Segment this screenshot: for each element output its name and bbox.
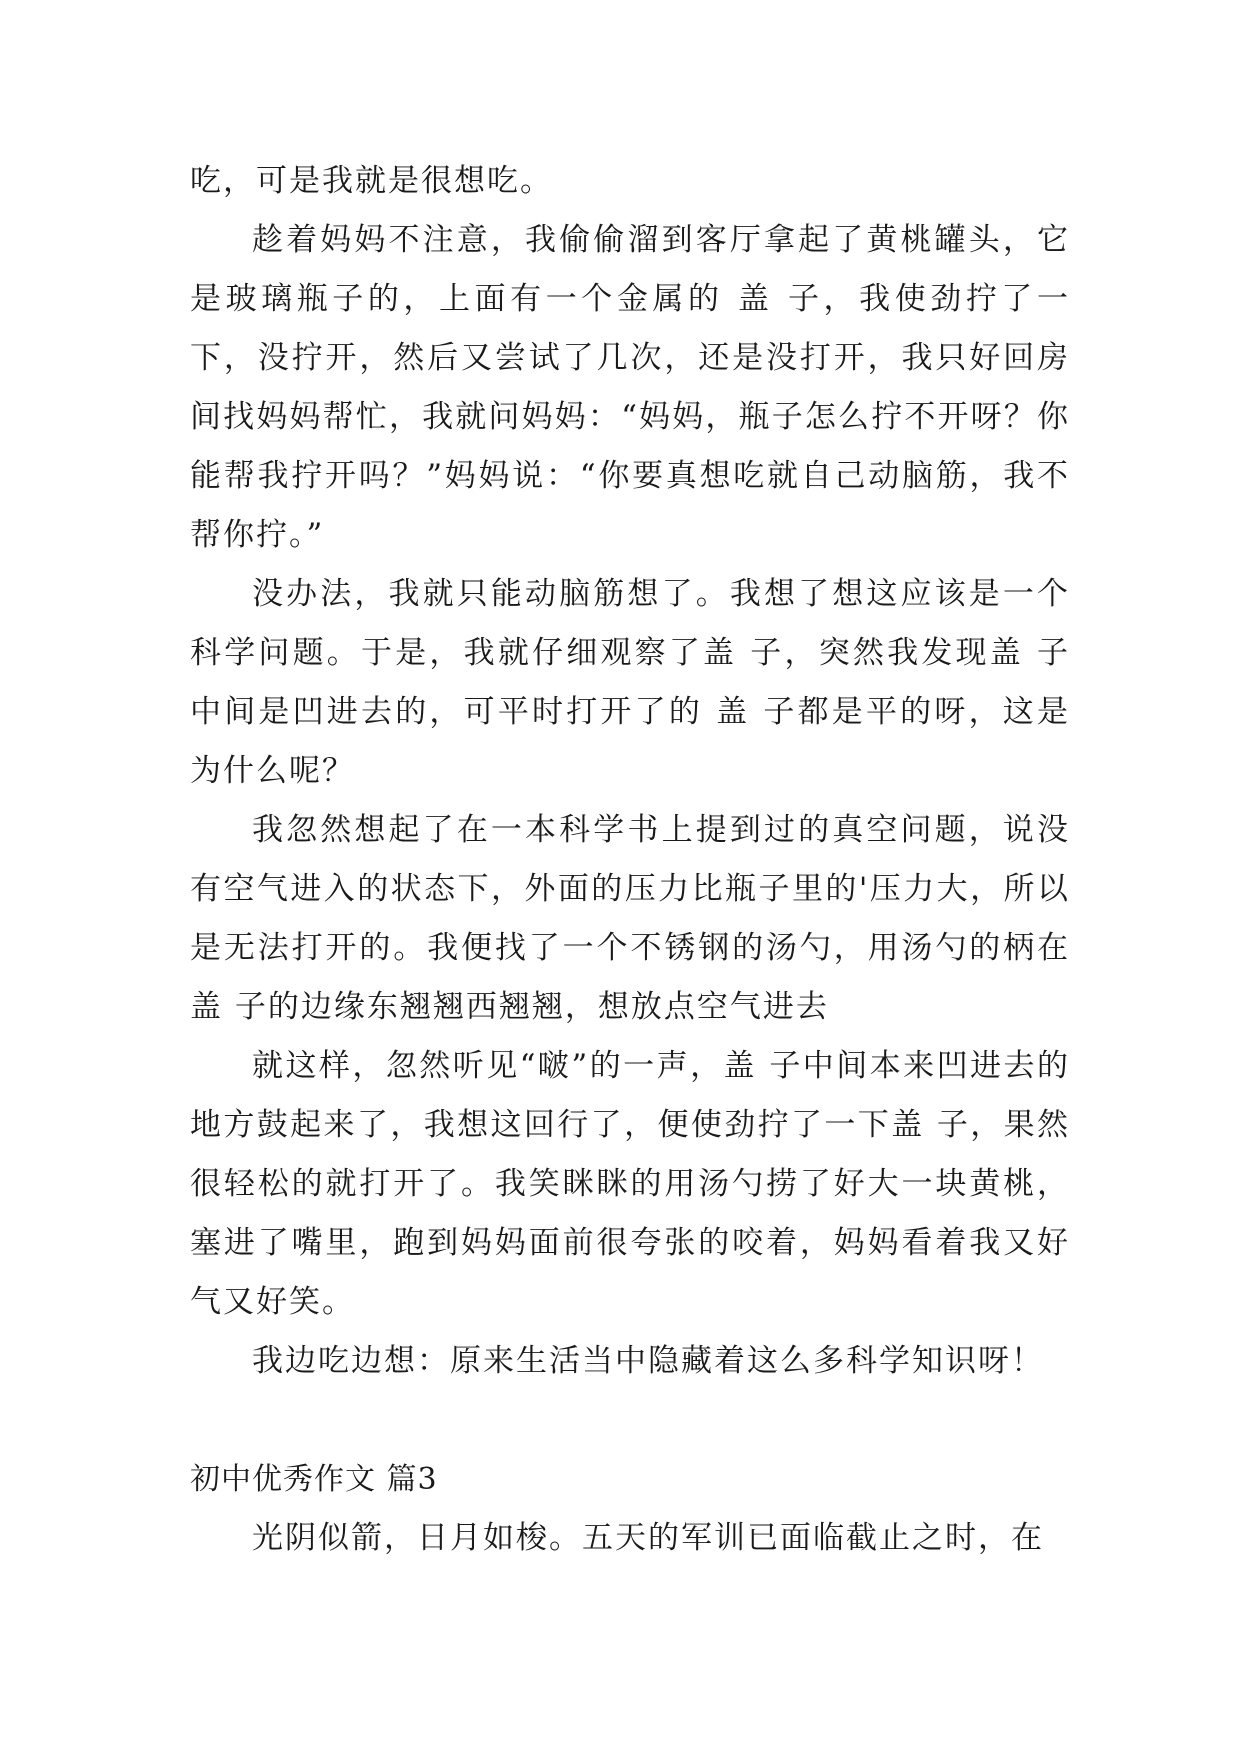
document-body — [190, 152, 1070, 1568]
section-heading: 初中优秀作文 篇3 — [190, 1462, 438, 1497]
section-spacer — [190, 1391, 1070, 1450]
paragraph-continuation: 吃，可是我就是很想吃。 — [190, 163, 553, 199]
paragraph-vacuum: 我忽然想起了在一本科学书上提到过的真空问题，说没有空气进入的状态下，外面的压力比瓶子里的'压力大，所以是无法打开的。我便找了一个不锈钢的汤勺，用汤勺的柄在盖 子的边缘东翘翘西翘翘，想放点空气进去 — [190, 812, 1070, 1025]
paragraph-opening-jar: 趁着妈妈不注意，我偷偷溜到客厅拿起了黄桃罐头，它是玻璃瓶子的，上面有一个金属的 盖 子，我使劲拧了一下，没拧开，然后又尝试了几次，还是没打开，我只好回房间找妈妈帮忙，我就问妈妈：“妈妈，瓶子怎么拧不开呀？你能帮我拧开吗？”妈妈说：“你要真想吃就自己动脑筋，我不帮你拧。” — [190, 222, 1070, 553]
paragraph-military-training: 光阴似箭，日月如梭。五天的军训已面临截止之时，在 — [252, 1520, 1044, 1556]
paragraph-success: 就这样，忽然听见“啵”的一声，盖 子中间本来凹进去的地方鼓起来了，我想这回行了，便使劲拧了一下盖 子，果然很轻松的就打开了。我笑眯眯的用汤勺捞了好大一块黄桃，塞进了嘴里，跑到妈妈面前很夸张的咬着，妈妈看着我又好气又好笑。 — [190, 1048, 1070, 1320]
paragraph-observe-lid: 没办法，我就只能动脑筋想了。我想了想这应该是一个科学问题。于是，我就仔细观察了盖 子，突然我发现盖 子中间是凹进去的，可平时打开了的 盖 子都是平的呀，这是为什么呢？ — [190, 576, 1070, 789]
paragraph-conclusion: 我边吃边想：原来生活当中隐藏着这么多科学知识呀！ — [252, 1343, 1044, 1379]
